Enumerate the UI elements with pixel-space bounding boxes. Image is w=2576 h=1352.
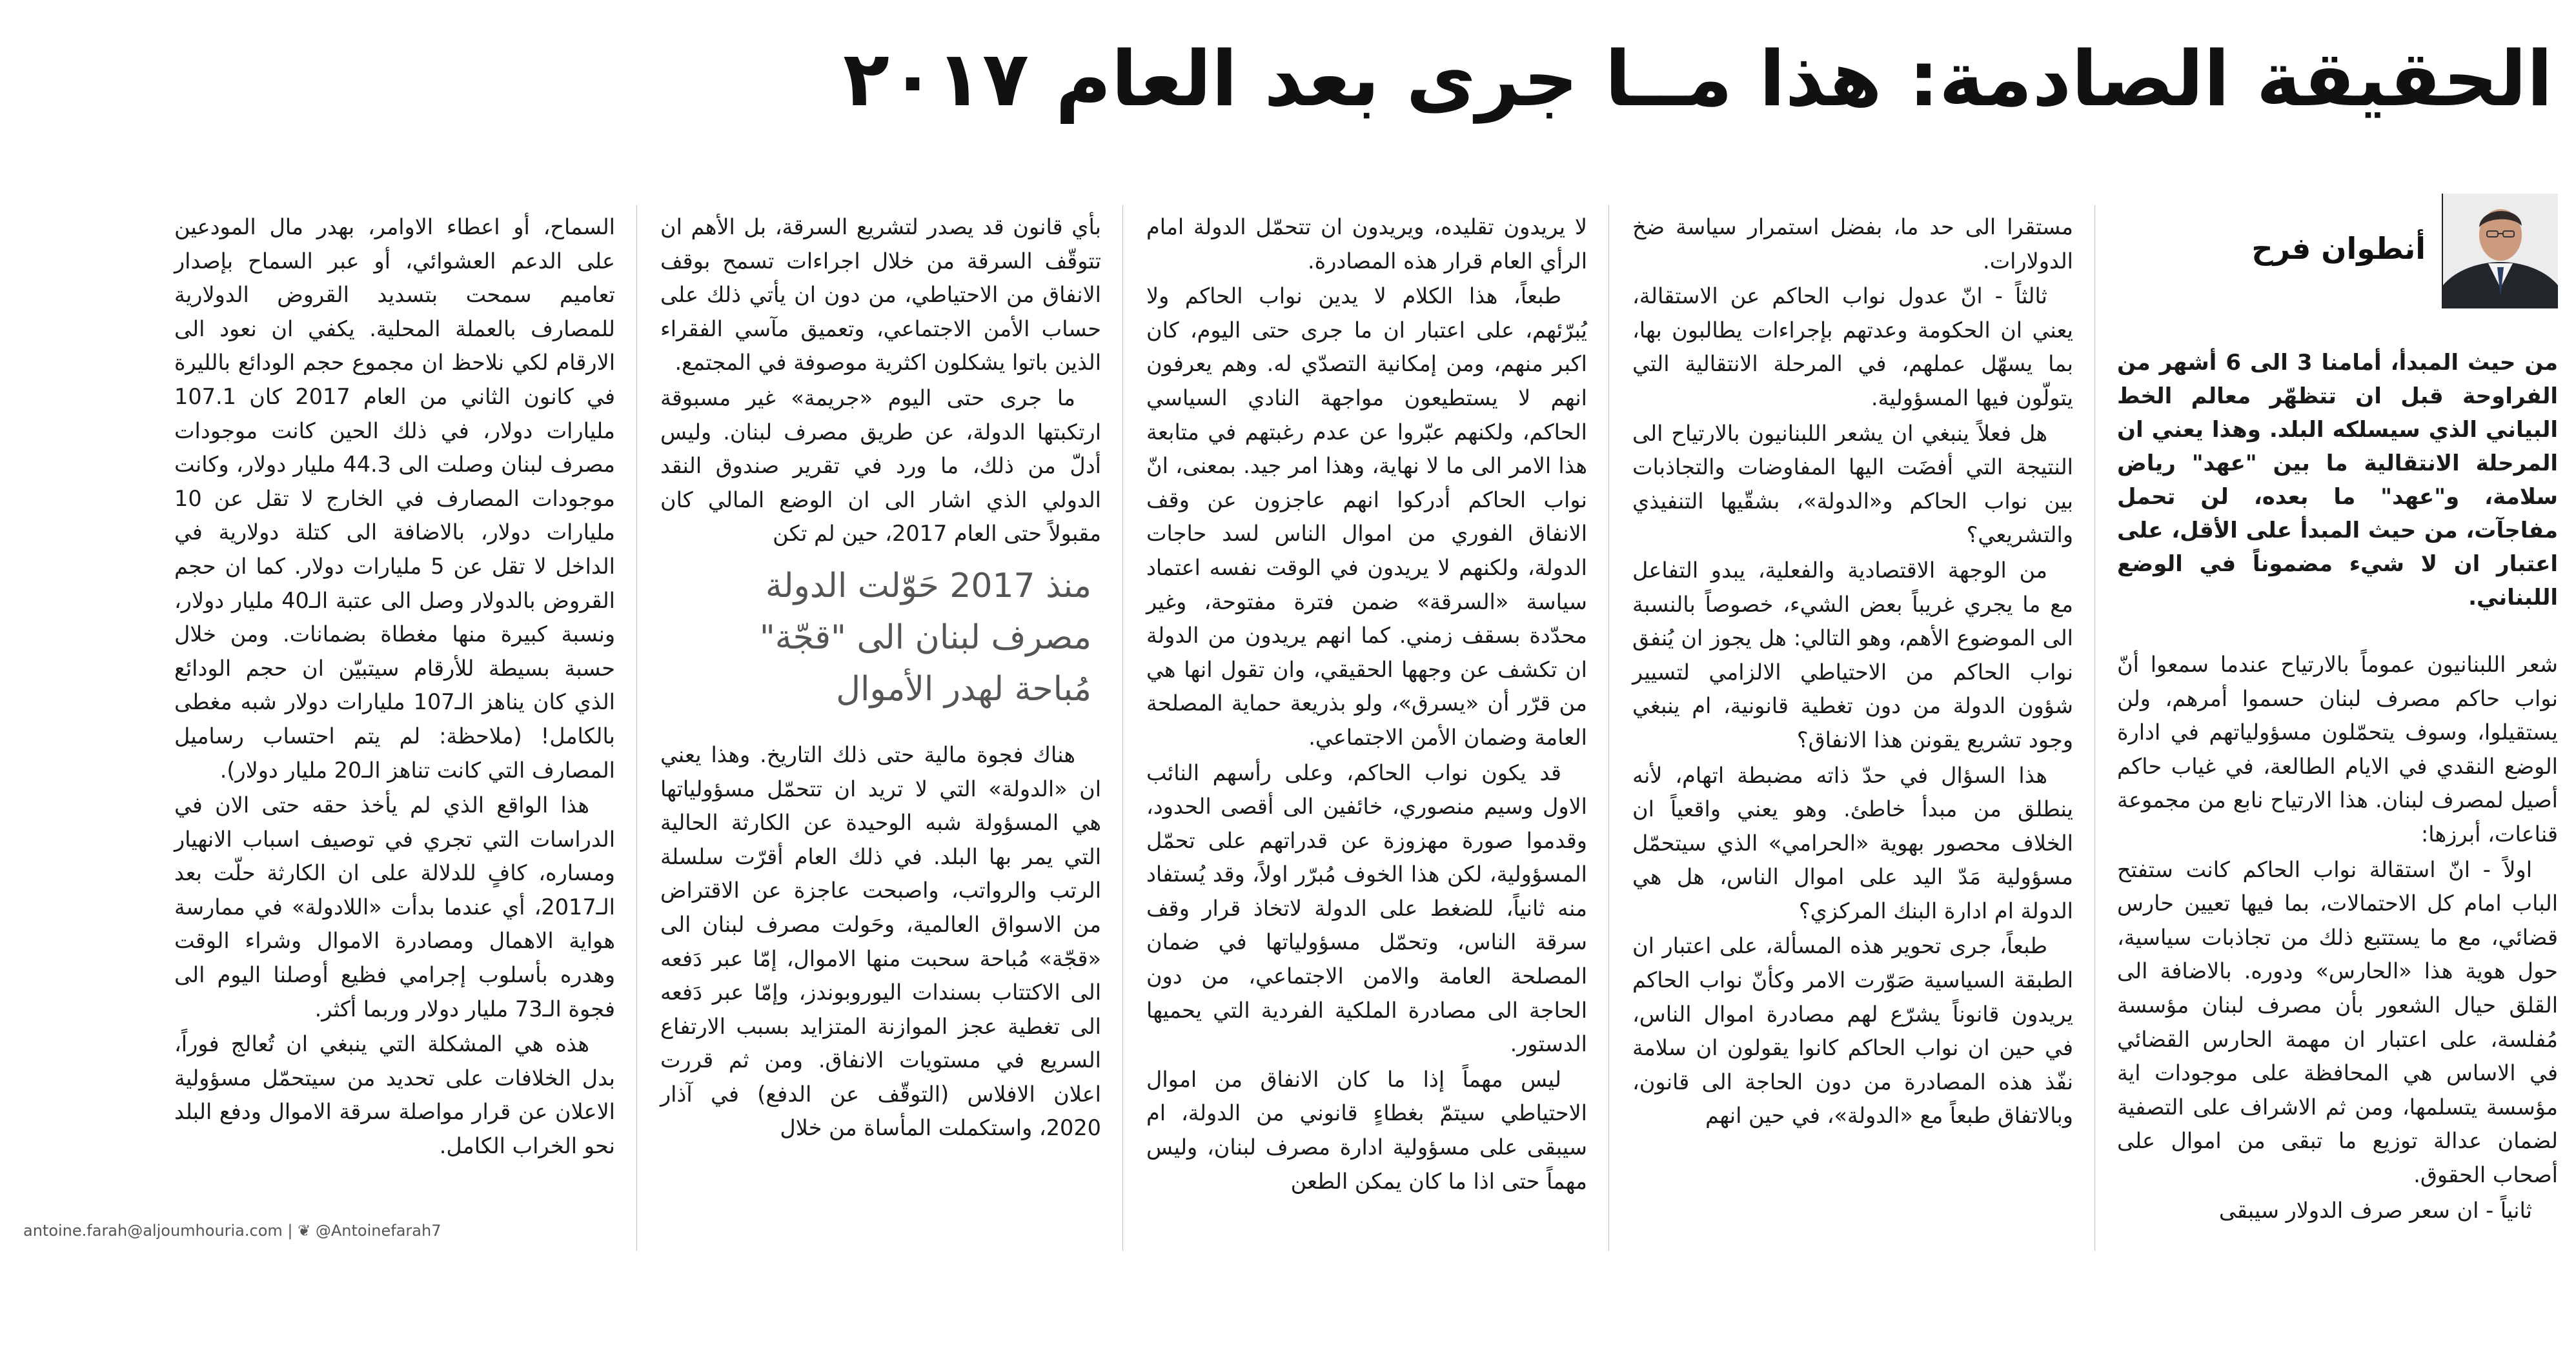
column-paragraph: السماح، أو اعطاء الاوامر، بهدر مال المودعين على الدعم العشوائي، أو عبر السماح بإصدار تعاميم سمحت بتسديد القروض الدولارية للمصارف بالعملة المحلية. يكفي ان نعود الى الارقام لكي نلاحظ ان مجموع حجم الودائع بالليرة في كانون الثاني من العام 2017 كان 107.1 مليارات دولار، في ذلك الحين كانت موجودات مصرف لبنان وصلت الى 44.3 مليار دولار، وكانت موجودات المصارف في الخارج لا تقل عن 10 مليارات دولار، بالاضافة الى كتلة دولارية في الداخل لا تقل عن 5 مليارات دولار. كما ان حجم القروض بالدولار وصل الى عتبة الـ40 مليار دولار، ونسبة كبيرة منها مغطاة بضمانات. ومن خلال حسبة بسيطة للأرقام سيتبيّن ان حجم الودائع الذي كان يناهز الـ107 مليارات دولار شبه مغطى بالكامل! (ملاحظة: لم يتم احتساب رساميل المصارف التي كانت تناهز الـ20 مليار دولار). (174, 214, 615, 783)
pull-quote-line: مصرف لبنان الى "قجّة" (759, 618, 1091, 657)
column-paragraph: شعر اللبنانيون عموماً بالارتياح عندما سمعوا أنّ نواب حاكم مصرف لبنان حسموا أمرهم، ولن يستقيلوا، وسوف يتحمّلون مسؤولياتهم في ادارة الوضع النقدي في الايام الطالعة، في غياب حاكم أصيل لمصرف لبنان. هذا الارتياح نابع من مجموعة قناعات، أبرزها: (2117, 652, 2558, 847)
column-divider (1122, 205, 1123, 1251)
pull-quote (672, 560, 1091, 715)
article-column-5 (174, 210, 615, 1164)
author-photo (2442, 194, 2558, 308)
headline: الحقيقة الصادمة: هذا مــا جرى بعد العام ٢٠١٧ (842, 34, 2553, 123)
column-divider (2094, 205, 2095, 1251)
column-paragraph: قد يكون نواب الحاكم، وعلى رأسهم النائب الاول وسيم منصوري، خائفين الى أقصى الحدود، وقدموا صورة مهزوزة عن قدراتهم على تحمّل المسؤولية، لكن هذا الخوف مُبرّر اولاً، وقد يُستفاد منه ثانياً، للضغط على الدولة لاتخاذ قرار وقف سرقة الناس، وتحمّل مسؤولياتها في ضمان المصلحة العامة والامن الاجتماعي، من دون الحاجة الى مصادرة الملكية الفردية التي يحميها الدستور. (1146, 760, 1587, 1057)
column-paragraph: ثالثاً - انّ عدول نواب الحاكم عن الاستقالة، يعني ان الحكومة وعدتهم بإجراءات يطالبون بها، بما يسهّل عملهم، في المرحلة الانتقالية التي يتولّون فيها المسؤولية. (1632, 283, 2073, 410)
article-intro: من حيث المبدأ، أمامنا 3 الى 6 أشهر من الفراوحة قبل ان تتظهّر معالم الخط البياني الذي سيسلكه البلد. وهذا يعني ان المرحلة الانتقالية ما بين "عهد" رياض سلامة، و"عهد" ما بعده، لن تحمل مفاجآت، من حيث المبدأ على الأقل، على اعتبار ان لا شيء مضموناً في الوضع اللبناني. (2117, 350, 2559, 610)
author-credits (23, 1222, 469, 1240)
article-column-2 (1632, 210, 2073, 1133)
column-divider (1608, 205, 1609, 1251)
column-paragraph: هذا الواقع الذي لم يأخذ حقه حتى الان في الدراسات التي تجري في توصيف اسباب الانهيار ومساره، كافٍ للدلالة على ان الكارثة حلّت بعد الـ2017، أي عندما بدأت «اللادولة» في ممارسة هواية الاهمال ومصادرة الاموال وشراء الوقت وهدره بأسلوب إجرامي فظيع أوصلنا اليوم الى فجوة الـ73 مليار دولار وربما أكثر. (174, 792, 615, 1022)
column-paragraph: ما جرى حتى اليوم «جريمة» غير مسبوقة ارتكبتها الدولة، عن طريق مصرف لبنان. وليس أدلّ من ذلك، ما ورد في تقرير صندوق النقد الدولي الذي اشار الى ان الوضع المالي كان مقبولاً حتى العام 2017، حين لم تكن (660, 385, 1101, 547)
pull-quote-line: منذ 2017 حَوّلت الدولة (765, 567, 1091, 605)
column-paragraph: هناك فجوة مالية حتى ذلك التاريخ. وهذا يعني ان «الدولة» التي لا تريد ان تتحمّل مسؤولياتها هي المسؤولة شبه الوحيدة عن الكارثة الحالية التي يمر بها البلد. في ذلك العام أقرّت سلسلة الرتب والرواتب، واصبحت عاجزة عن الاقتراض من الاسواق العالمية، وحَولت مصرف لبنان الى «قجّة» مُباحة سحبت منها الاموال، إمّا عبر دَفعه الى الاكتتاب بسندات اليوروبوندز، وإمّا عبر دَفعه الى تغطية عجز الموازنة المتزايد بسبب الارتفاع السريع في مستويات الانفاق. ومن ثم قررت اعلان الافلاس (التوقّف عن الدفع) في آذار 2020، واستكملت المأساة من خلال (660, 742, 1101, 1141)
column-paragraph: مستقرا الى حد ما، بفضل استمرار سياسة ضخ الدولارات. (1632, 214, 2073, 274)
pull-quote-line: مُباحة لهدر الأموال (836, 670, 1091, 709)
article-column-1 (2117, 648, 2558, 1227)
column-paragraph: اولاً - انّ استقالة نواب الحاكم كانت ستفتح الباب امام كل الاحتمالات، بما فيها تعيين حارس قضائي، مع ما يستتبع ذلك من تجاذبات سياسية، حول هوية هذا «الحارس» ودوره. بالاضافة الى القلق حيال الشعور بأن مصرف لبنان مؤسسة مُفلسة، على اعتبار ان مهمة الحارس القضائي في الاساس هي المحافظة على موجودات اية مؤسسة يتسلمها، ومن ثم الاشراف على التصفية لضمان عدالة توزيع ما تبقى من اموال على أصحاب الحقوق. (2117, 856, 2558, 1187)
article-column-3 (1146, 210, 1587, 1198)
column-paragraph: من الوجهة الاقتصادية والفعلية، يبدو التفاعل مع ما يجري غريباً بعض الشيء، خصوصاً بالنسبة الى الموضوع الأهم، وهو التالي: هل يجوز ان يُنفق نواب الحاكم من الاحتياطي الالزامي لتسيير شؤون الدولة من دون تغطية قانونية، ام ينبغي وجود تشريع يقونن هذا الانفاق؟ (1632, 557, 2073, 752)
column-paragraph: طبعاً، جرى تحوير هذه المسألة، على اعتبار ان الطبقة السياسية صَوّرت الامر وكأنّ نواب الحاكم يريدون قانوناً يشرّع لهم مصادرة اموال الناس، في حين ان نواب الحاكم كانوا يقولون ان سلامة نفّذ هذه المصادرة من دون الحاجة الى قانون، وبالاتفاق طبعاً مع «الدولة»، في حين انهم (1632, 933, 2073, 1129)
column-paragraph: بأي قانون قد يصدر لتشريع السرقة، بل الأهم ان تتوقّف السرقة من خلال اجراءات تسمح بوقف الانفاق من الاحتياطي، من دون ان يأتي ذلك على حساب الأمن الاجتماعي، وتعميق مآسي الفقراء الذين باتوا يشكلون اكثرية موصوفة في المجتمع. (660, 214, 1101, 376)
column-paragraph: لا يريدون تقليده، ويريدون ان تتحمّل الدولة امام الرأي العام قرار هذه المصادرة. (1146, 214, 1587, 274)
author-name: أنطوان فرح (2251, 231, 2426, 266)
column-paragraph: هذا السؤال في حدّ ذاته مضبطة اتهام، لأنه ينطلق من مبدأ خاطئ. وهو يعني واقعياً ان الخلاف محصور بهوية «الحرامي» الذي سيتحمّل مسؤولية مَدّ اليد على اموال الناس، هل هي الدولة ام ادارة البنك المركزي؟ (1632, 762, 2073, 923)
column-paragraph: هذه هي المشكلة التي ينبغي ان تُعالج فوراً، بدل الخلافات على تحديد من سيتحمّل مسؤولية الاعلان عن قرار مواصلة سرقة الاموال ودفع البلد نحو الخراب الكامل. (174, 1031, 615, 1159)
credit-separator: | (287, 1222, 298, 1240)
column-paragraph: هل فعلاً ينبغي ان يشعر اللبنانيون بالارتياح الى النتيجة التي أفضَت اليها المفاوضات والتجاذبات بين نواب الحاكم و«الدولة»، بشقّيها التنفيذي والتشريعي؟ (1632, 420, 2073, 548)
column-paragraph: ليس مهماً إذا ما كان الانفاق من اموال الاحتياطي سيتمّ بغطاءٍ قانوني من الدولة، ام سيبقى على مسؤولية ادارة مصرف لبنان، وليس مهماً حتى اذا ما كان يمكن الطعن (1146, 1066, 1587, 1194)
column-paragraph: ثانياً - ان سعر صرف الدولار سيبقى (2218, 1197, 2532, 1223)
column-paragraph: طبعاً، هذا الكلام لا يدين نواب الحاكم ولا يُبرّئهم، على اعتبار ان ما جرى حتى اليوم، كان اكبر منهم، ومن إمكانية التصدّي له. وهم يعرفون انهم لا يستطيعون مواجهة النادي السياسي الحاكم، ولكنهم عبّروا عن عدم رغبتهم في متابعة هذا الامر الى ما لا نهاية، وهذا امر جيد. بمعنى، انّ نواب الحاكم أدركوا انهم عاجزون عن وقف الانفاق الفوري من اموال الناس لسد حاجات الدولة، ولكنهم لا يريدون في الوقت نفسه اعتماد سياسة «السرقة» ضمن فترة مفتوحة، وغير محدّدة بسقف زمني. كما انهم يريدون من الدولة ان تكشف عن وجهها الحقيقي، وان تقول انها هي من قرّر أن «يسرق»، ولو بذريعة حماية المصلحة العامة وضمان الأمن الاجتماعي. (1146, 283, 1587, 750)
author-twitter: @Antoinefarah7 (315, 1222, 441, 1240)
author-byline (2117, 194, 2558, 308)
twitter-icon: ❦ (298, 1222, 311, 1240)
column-divider (636, 205, 637, 1251)
author-email: antoine.farah@aljoumhouria.com (23, 1222, 283, 1240)
